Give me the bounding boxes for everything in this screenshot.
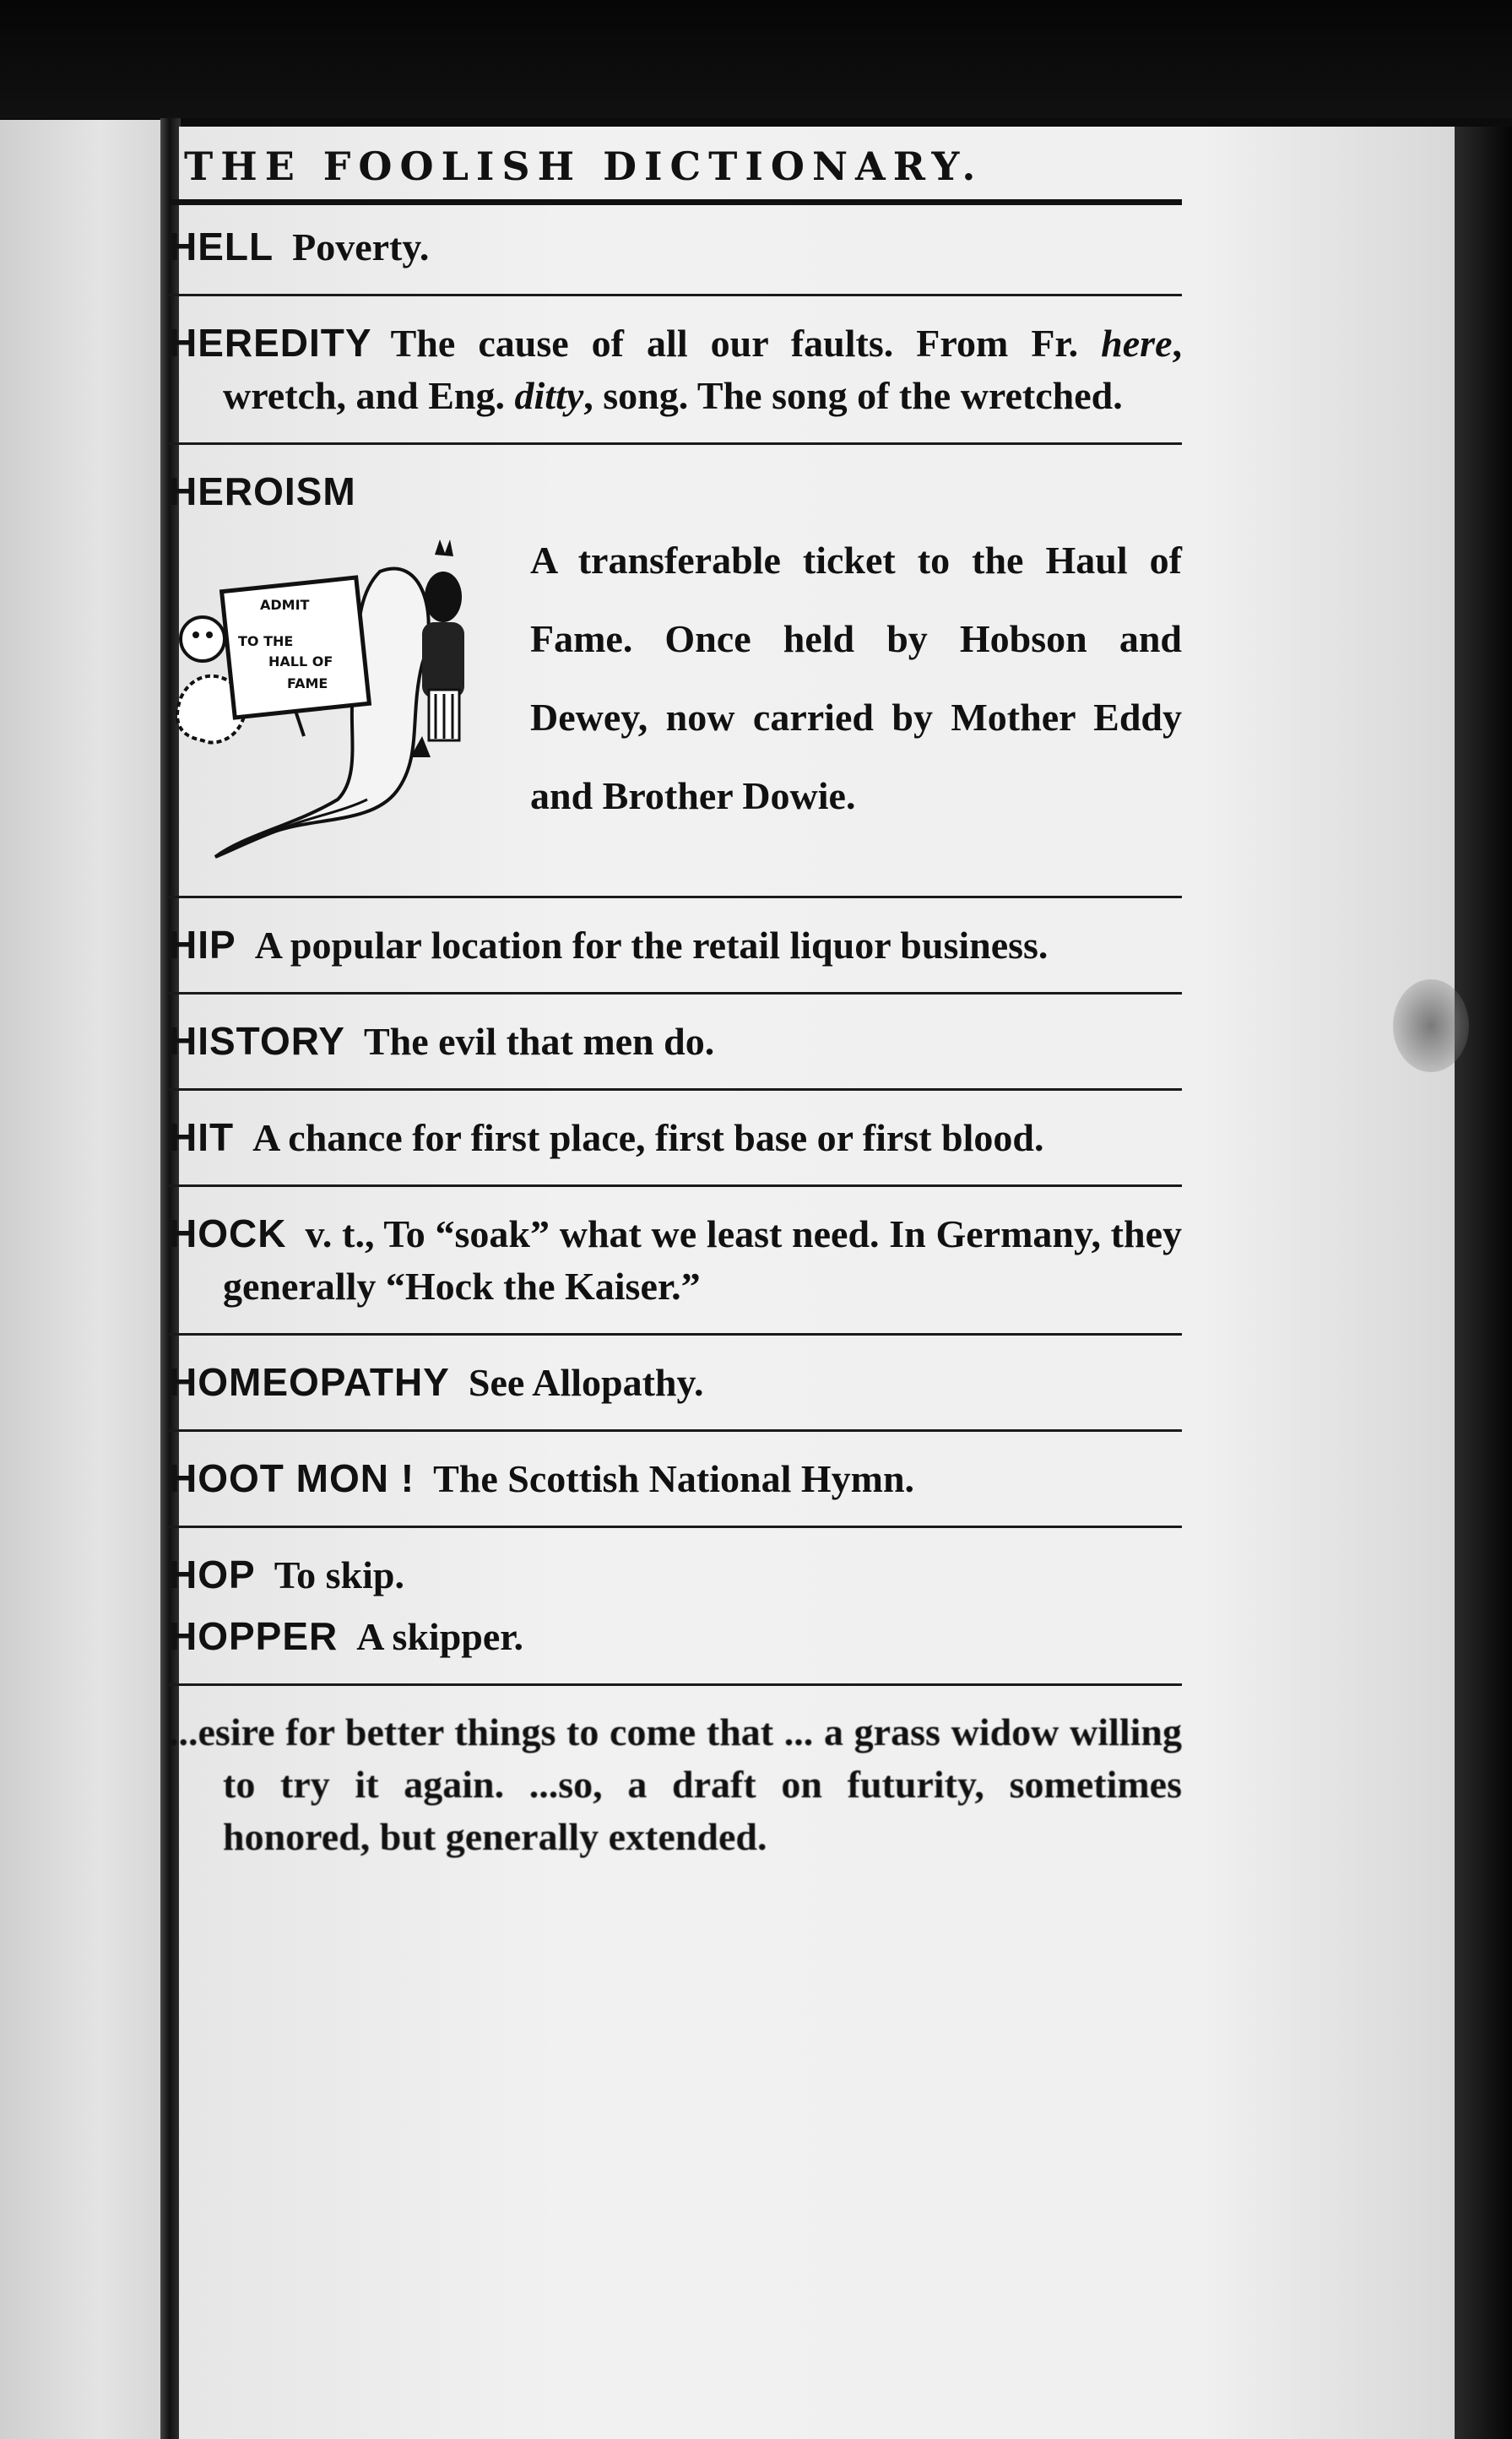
entry-definition-italic: here	[1101, 322, 1173, 365]
entry-definition: A skipper.	[356, 1615, 523, 1658]
entry-hopper	[169, 1610, 1182, 1663]
entry-blurred	[169, 1706, 1182, 1863]
entry-term: HELL	[169, 225, 274, 268]
entry-hit	[169, 1111, 1182, 1164]
facing-page-edge	[0, 120, 165, 2439]
hall-of-fame-cartoon-illustration	[169, 521, 523, 875]
entry-definition: The evil that men do.	[363, 1020, 715, 1063]
entry-divider	[169, 442, 1182, 445]
entry-definition: A transferable ticket to the Haul of Fame. Once held by Hobson and Dewey, now carried by Mother Eddy and Brother Dowie.	[530, 539, 1182, 817]
entry-definition: See Allopathy.	[468, 1361, 704, 1404]
entry-divider	[169, 1683, 1182, 1686]
entry-hock	[169, 1207, 1182, 1313]
entry-divider	[169, 294, 1182, 296]
entry-definition: Poverty.	[292, 225, 430, 268]
entry-hell	[169, 220, 1182, 274]
sign-line: TO THE	[238, 633, 294, 649]
entry-heredity	[169, 317, 1182, 422]
page-content	[169, 144, 1182, 1863]
sign-line: ADMIT	[260, 597, 310, 613]
entry-definition: A chance for first place, first base or first blood.	[252, 1116, 1044, 1159]
entry-divider	[169, 992, 1182, 995]
entry-divider	[169, 1429, 1182, 1432]
entry-term: HOPPER	[169, 1614, 339, 1658]
entry-divider	[169, 1184, 1182, 1187]
entry-term: HOP	[169, 1553, 256, 1596]
entry-term: HISTORY	[169, 1019, 345, 1063]
sign-line: HALL OF	[268, 653, 333, 669]
entry-hoot-mon	[169, 1452, 1182, 1505]
entry-term: HIT	[169, 1115, 235, 1159]
entry-definition: v. t., To “soak” what we least need. In Germany, they generally “Hock the Kaiser.”	[223, 1212, 1182, 1308]
entry-term: HOOT MON !	[169, 1456, 415, 1500]
entry-definition: The Scottish National Hymn.	[433, 1457, 915, 1500]
entry-divider	[169, 1088, 1182, 1091]
entry-term: HOMEOPATHY	[169, 1360, 450, 1404]
ink-smudge	[1393, 979, 1469, 1072]
entry-divider	[169, 1333, 1182, 1336]
entry-divider	[169, 1526, 1182, 1528]
heading-rule	[169, 199, 1182, 205]
entry-definition-italic: ditty	[514, 374, 584, 417]
entry-divider	[169, 896, 1182, 898]
entry-term: HEREDITY	[169, 321, 372, 365]
top-shadow	[0, 0, 1512, 118]
entry-homeopathy	[169, 1356, 1182, 1409]
entry-hip	[169, 919, 1182, 972]
entry-definition: A popular location for the retail liquor business.	[254, 924, 1049, 967]
entry-definition-part: The cause of all our faults. From Fr.	[390, 322, 1102, 365]
entry-term: HOCK	[169, 1211, 287, 1255]
entry-term: HEROISM	[169, 469, 356, 513]
entry-history	[169, 1015, 1182, 1068]
entry-definition-part: , song. The song of the wretched.	[583, 374, 1123, 417]
sign-line: FAME	[287, 675, 328, 691]
running-head: THE FOOLISH DICTIONARY.	[184, 144, 984, 189]
right-dark-edge	[1455, 127, 1512, 2439]
entry-hop	[169, 1548, 1182, 1602]
entry-heroism	[169, 465, 1182, 875]
entry-definition: ...esire for better things to come that ... a grass widow willing to try it again. ...so, a draft on futurity, sometimes honored, but generally extended.	[169, 1710, 1182, 1858]
entry-definition-part: , wretch, and Eng.	[223, 322, 1182, 417]
entry-term: HIP	[169, 923, 236, 967]
entry-definition: To skip.	[274, 1553, 404, 1596]
